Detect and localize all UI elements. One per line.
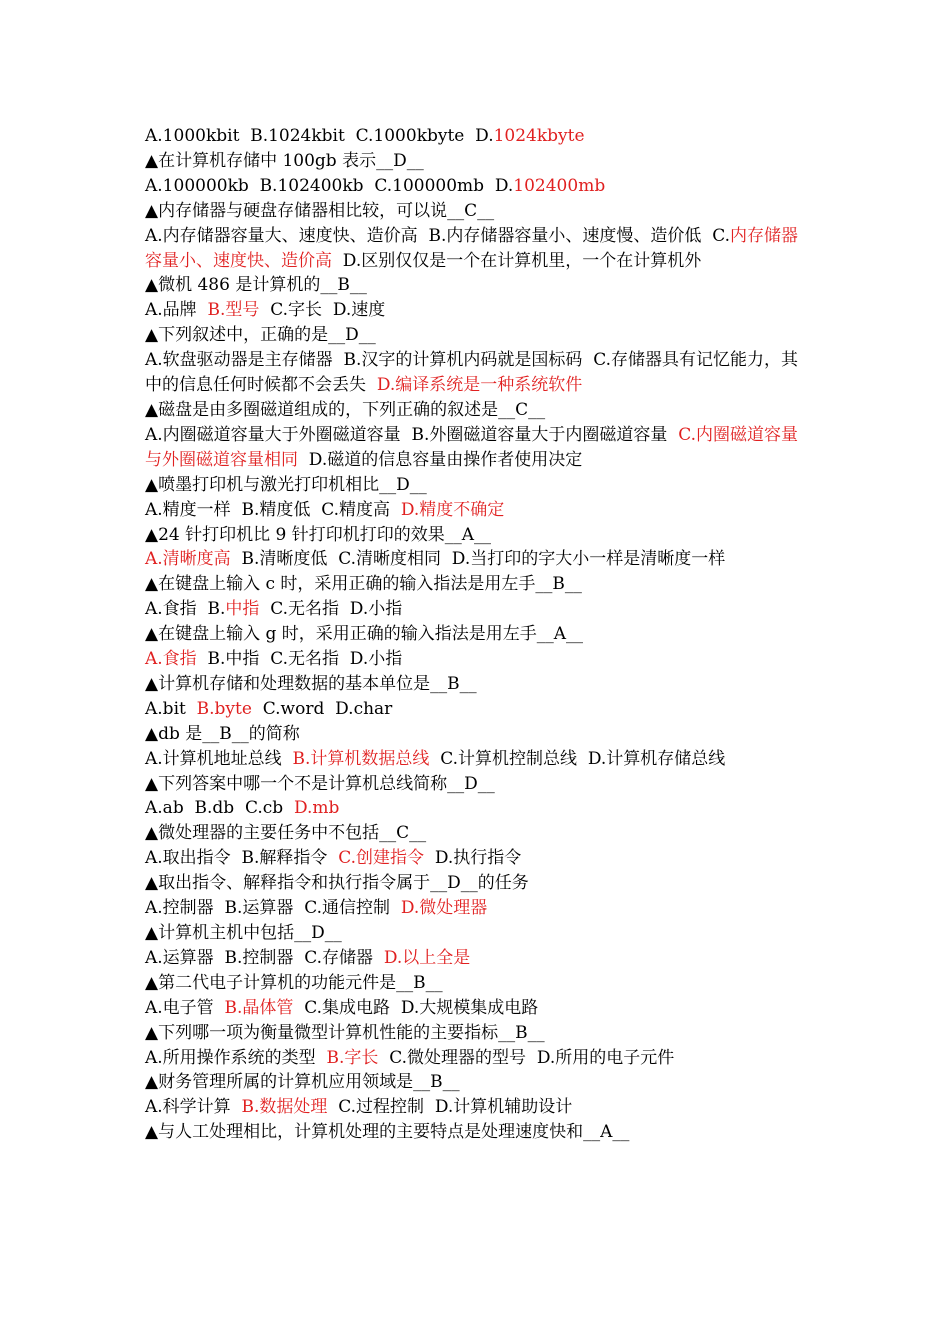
options-line [145,946,810,971]
text-segment: C.计算机控制总线 D.计算机存储总线 [429,748,726,769]
text-segment: A.ab B.db C.cb [145,798,294,819]
text-segment: C.微处理器的型号 D.所用的电子元件 [378,1047,675,1068]
options-line [145,996,810,1021]
correct-answer-text: C.创建指令 [338,848,425,869]
text-segment: A.bit [145,698,197,719]
text-segment: A.1000kbit B.1024kbit C.1000kbyte D. [145,126,494,146]
correct-answer-text: B.byte [196,698,252,719]
text-segment: A.运算器 B.控制器 C.存储器 [145,947,384,968]
options-line [145,647,810,672]
text-segment: ▲在键盘上输入 c 时，采用正确的输入指法是用左手__B__ [145,574,582,595]
text-segment: ▲与人工处理相比，计算机处理的主要特点是处理速度快和__A__ [145,1122,630,1143]
question-line [145,323,810,348]
question-line [145,473,810,498]
text-segment: A.软盘驱动器是主存储器 B.汉字的计算机内码就是国标码 C.存储器具有记忆能力，其中的信息任何时候都不会丢失 [145,350,798,396]
text-segment: ▲在键盘上输入 g 时，采用正确的输入指法是用左手__A__ [145,624,584,645]
correct-answer-text: D.编译系统是一种系统软件 [376,375,583,396]
correct-answer-text: 1024kbyte [493,126,585,146]
question-line [145,772,810,797]
question-line [145,871,810,896]
question-line [145,1070,810,1095]
text-segment: ▲下列哪一项为衡量微型计算机性能的主要指标__B__ [145,1022,545,1043]
question-line [145,971,810,996]
document-body [145,124,810,1145]
text-segment: B.清晰度低 C.清晰度相同 D.当打印的字大小一样是清晰度一样 [230,549,726,570]
text-segment: D.区别仅仅是一个在计算机里，一个在计算机外 [332,250,702,271]
options-line [145,896,810,921]
text-segment: A.食指 B. [145,599,226,620]
text-segment: ▲取出指令、解释指令和执行指令属于__D__的任务 [145,873,529,894]
text-segment: A.科学计算 [145,1097,242,1118]
question-line [145,273,810,298]
question-line [145,672,810,697]
text-segment: ▲喷墨打印机与激光打印机相比__D__ [145,474,427,495]
text-segment: ▲24 针打印机比 9 针打印机打印的效果__A__ [145,524,492,545]
text-segment: A.控制器 B.运算器 C.通信控制 [145,898,401,919]
correct-answer-text: D.mb [294,798,340,819]
options-line [145,547,810,572]
question-line [145,149,810,174]
question-line [145,1021,810,1046]
question-line [145,622,810,647]
correct-answer-text: 102400mb [513,175,606,196]
text-segment: A.计算机地址总线 [145,748,293,769]
text-segment: C.word D.char [251,698,393,719]
text-segment: ▲计算机存储和处理数据的基本单位是__B__ [145,673,477,694]
text-segment: ▲磁盘是由多圈磁道组成的，下列正确的叙述是__C__ [145,399,546,420]
text-segment: ▲微处理器的主要任务中不包括__C__ [145,823,427,844]
correct-answer-text: 内存储器容量小、速度快、造价高 [145,225,798,271]
text-segment: ▲db 是__B__的简称 [145,723,300,744]
options-line [145,224,810,274]
question-line [145,821,810,846]
correct-answer-text: A.清晰度高 [145,549,231,570]
correct-answer-text: D.以上全是 [383,947,471,968]
options-line [145,597,810,622]
text-segment: ▲在计算机存储中 100gb 表示__D__ [145,150,424,171]
options-line [145,1046,810,1071]
options-line [145,174,810,199]
question-line [145,722,810,747]
correct-answer-text: D.精度不确定 [400,499,505,520]
options-line [145,796,810,821]
correct-answer-text: 中指 [225,599,260,620]
text-segment: ▲内存储器与硬盘存储器相比较，可以说__C__ [145,200,495,221]
text-segment: ▲计算机主机中包括__D__ [145,923,342,943]
correct-answer-text: B.晶体管 [224,997,294,1018]
options-line [145,498,810,523]
correct-answer-text: B.字长 [326,1047,379,1068]
text-segment: D.磁道的信息容量由操作者使用决定 [298,449,583,470]
text-segment: A.所用操作系统的类型 [145,1047,327,1068]
text-segment: ▲第二代电子计算机的功能元件是__B__ [145,972,443,993]
correct-answer-text: B.数据处理 [241,1097,328,1118]
text-segment: A.内圈磁道容量大于外圈磁道容量 B.外圈磁道容量大于内圈磁道容量 [145,424,679,445]
question-line [145,199,810,224]
options-line [145,1095,810,1120]
question-line [145,921,810,946]
options-line [145,124,810,149]
text-segment: ▲下列答案中哪一个不是计算机总线简称__D__ [145,773,495,794]
options-line [145,846,810,871]
correct-answer-text: B.计算机数据总线 [292,748,430,769]
options-line [145,697,810,722]
text-segment: A.100000kb B.102400kb C.100000mb D. [145,175,514,196]
question-line [145,523,810,548]
options-line [145,423,810,473]
text-segment: C.无名指 D.小指 [259,599,403,620]
text-segment: C.字长 D.速度 [259,300,386,321]
question-line [145,398,810,423]
correct-answer-text: A.食指 [145,649,197,670]
options-line [145,298,810,323]
text-segment: ▲财务管理所属的计算机应用领域是__B__ [145,1072,460,1093]
question-line [145,1120,810,1145]
text-segment: A.电子管 [145,997,225,1018]
correct-answer-text: D.微处理器 [400,898,488,919]
options-line [145,348,810,398]
text-segment: ▲下列叙述中，正确的是__D__ [145,325,376,346]
text-segment: C.过程控制 D.计算机辅助设计 [327,1097,573,1118]
text-segment: ▲微机 486 是计算机的__B__ [145,275,367,296]
text-segment: A.内存储器容量大、速度快、造价高 B.内存储器容量小、速度慢、造价低 C. [145,225,730,246]
options-line [145,747,810,772]
question-line [145,572,810,597]
text-segment: D.执行指令 [424,848,522,869]
correct-answer-text: B.型号 [207,300,260,321]
text-segment: C.集成电路 D.大规模集成电路 [293,997,539,1018]
text-segment: B.中指 C.无名指 D.小指 [196,649,403,670]
correct-answer-text: C.内圈磁道容量与外圈磁道容量相同 [145,424,799,470]
text-segment: A.精度一样 B.精度低 C.精度高 [145,499,401,520]
text-segment: A.品牌 [145,300,208,321]
text-segment: A.取出指令 B.解释指令 [145,848,339,869]
